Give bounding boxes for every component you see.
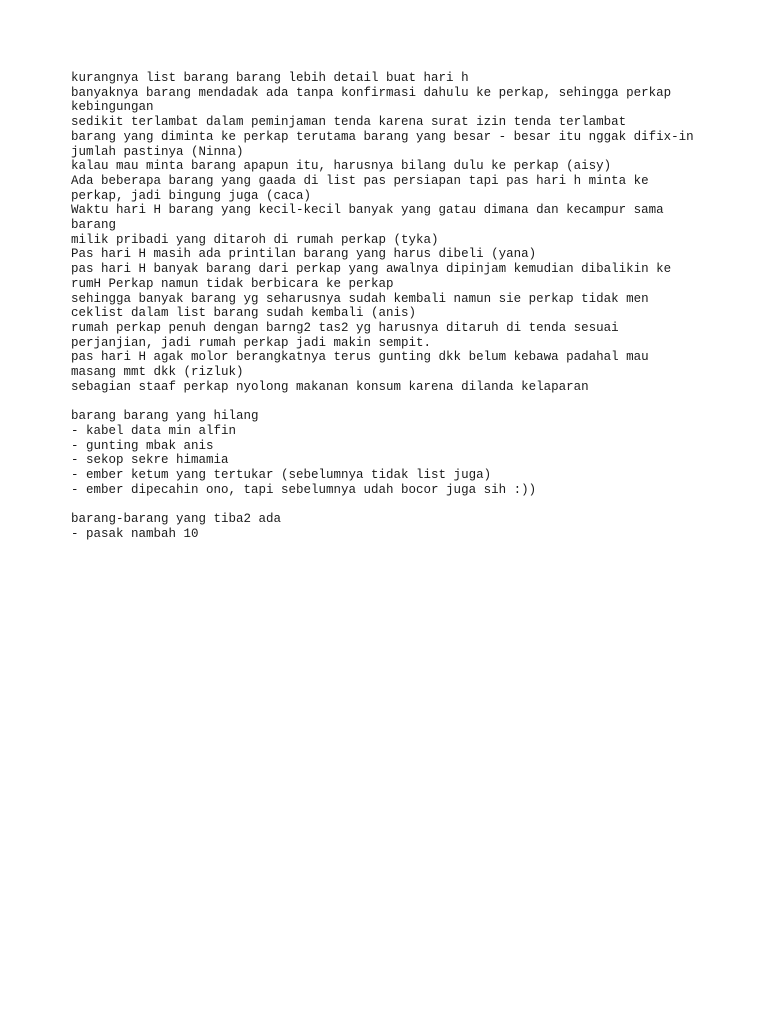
note-line: barang yang diminta ke perkap terutama barang yang besar - besar itu nggak difix-in <box>71 129 694 144</box>
appeared-items-heading: barang-barang yang tiba2 ada <box>71 512 282 527</box>
note-line: sedikit terlambat dalam peminjaman tenda karena surat izin tenda terlambat <box>71 115 627 130</box>
note-line: milik pribadi yang ditaroh di rumah perkap (tyka) <box>71 232 439 247</box>
list-item: - gunting mbak anis <box>71 438 214 453</box>
list-item: - ember dipecahin ono, tapi sebelumnya udah bocor juga sih :)) <box>71 482 537 497</box>
lost-items-section <box>71 409 711 497</box>
note-line: kalau mau minta barang apapun itu, harusnya bilang dulu ke perkap (aisy) <box>71 159 612 174</box>
note-line: sebagian staaf perkap nyolong makanan konsum karena dilanda kelaparan <box>71 379 589 394</box>
note-line: sehingga banyak barang yg seharusnya sudah kembali namun sie perkap tidak men <box>71 291 649 306</box>
list-item: - sekop sekre himamia <box>71 453 229 468</box>
lost-items-heading: barang barang yang hilang <box>71 409 259 424</box>
note-line: Waktu hari H barang yang kecil-kecil banyak yang gatau dimana dan kecampur sama <box>71 203 664 218</box>
note-line: perjanjian, jadi rumah perkap jadi makin sempit. <box>71 335 432 350</box>
note-line: rumah perkap penuh dengan barng2 tas2 yg harusnya ditaruh di tenda sesuai <box>71 320 619 335</box>
notes-section <box>71 71 711 394</box>
note-line: pas hari H banyak barang dari perkap yang awalnya dipinjam kemudian dibalikin ke <box>71 262 672 277</box>
blank-line <box>71 394 711 409</box>
note-line: kurangnya list barang barang lebih detail buat hari h <box>71 71 469 85</box>
note-line: pas hari H agak molor berangkatnya terus gunting dkk belum kebawa padahal mau <box>71 350 649 365</box>
list-item: - ember ketum yang tertukar (sebelumnya tidak list juga) <box>71 467 492 482</box>
note-line: Ada beberapa barang yang gaada di list pas persiapan tapi pas hari h minta ke <box>71 173 649 188</box>
note-line: Pas hari H masih ada printilan barang yang harus dibeli (yana) <box>71 247 537 262</box>
note-line: rumH Perkap namun tidak berbicara ke perkap <box>71 276 394 291</box>
note-line: barang <box>71 218 117 233</box>
blank-line <box>71 497 711 512</box>
list-item: - kabel data min alfin <box>71 423 237 438</box>
note-line: ceklist dalam list barang sudah kembali (anis) <box>71 306 417 321</box>
note-line: masang mmt dkk (rizluk) <box>71 365 244 380</box>
document-page <box>71 71 711 541</box>
note-line: banyaknya barang mendadak ada tanpa konfirmasi dahulu ke perkap, sehingga perkap <box>71 85 672 100</box>
note-line: perkap, jadi bingung juga (caca) <box>71 188 312 203</box>
list-item: - pasak nambah 10 <box>71 526 199 541</box>
appeared-items-section <box>71 512 711 541</box>
note-line: kebingungan <box>71 100 154 115</box>
note-line: jumlah pastinya (Ninna) <box>71 144 244 159</box>
